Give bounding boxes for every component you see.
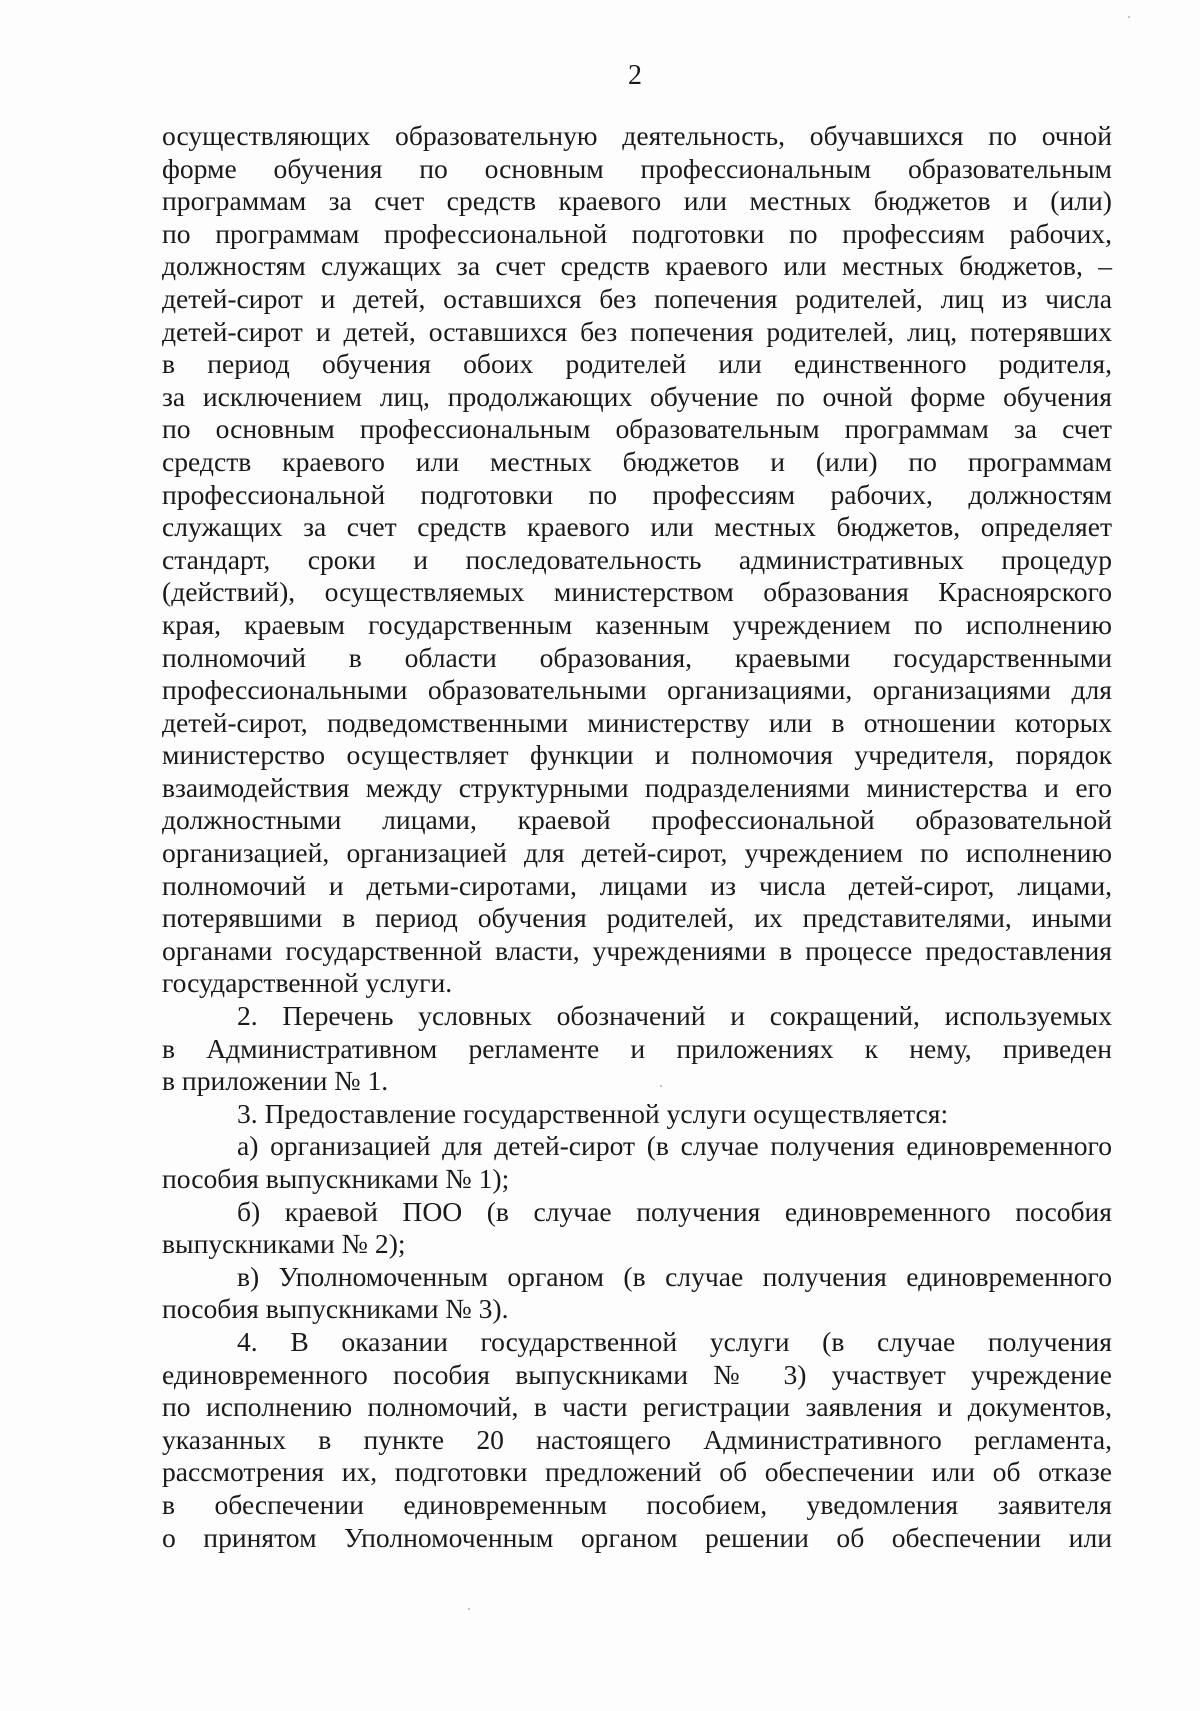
scan-speck bbox=[1128, 16, 1130, 18]
text-line: о принятом Уполномоченным органом решении об обеспечении или bbox=[162, 1521, 1112, 1553]
text-line: единовременного пособия выпускниками № 3) участвует учреждение bbox=[162, 1358, 1112, 1390]
text-line: за исключением лиц, продолжающих обучение по очной форме обучения bbox=[162, 380, 1112, 412]
text-line: пособия выпускниками № 1); bbox=[162, 1163, 510, 1194]
text-line: б) краевой ПОО (в случае получения единовременного пособия bbox=[237, 1195, 1112, 1227]
text-line: профессиональной подготовки по профессиям рабочих, должностям bbox=[162, 478, 1112, 510]
page-number: 2 bbox=[628, 60, 642, 91]
text-line: указанных в пункте 20 настоящего Административного регламента, bbox=[162, 1423, 1112, 1455]
text-line: по основным профессиональным образовательным программам за счет bbox=[162, 413, 1112, 445]
text-line: детей-сирот, подведомственными министерству или в отношении которых bbox=[162, 706, 1112, 738]
text-line: в обеспечении единовременным пособием, уведомления заявителя bbox=[162, 1488, 1112, 1520]
text-line: полномочий в области образования, краевыми государственными bbox=[162, 641, 1112, 673]
text-line: по программам профессиональной подготовки по профессиям рабочих, bbox=[162, 217, 1112, 249]
text-line: форме обучения по основным профессиональным образовательным bbox=[162, 152, 1112, 184]
text-line: организацией, организацией для детей-сирот, учреждением по исполнению bbox=[162, 837, 1112, 869]
text-line: края, краевым государственным казенным учреждением по исполнению bbox=[162, 608, 1112, 640]
text-line: рассмотрения их, подготовки предложений об обеспечении или об отказе bbox=[162, 1456, 1112, 1488]
text-line: взаимодействия между структурными подразделениями министерства и его bbox=[162, 771, 1112, 803]
text-line: стандарт, сроки и последовательность административных процедур bbox=[162, 543, 1112, 575]
text-line: должностям служащих за счет средств краевого или местных бюджетов, – bbox=[162, 250, 1112, 282]
text-line: министерство осуществляет функции и полномочия учредителя, порядок bbox=[162, 739, 1112, 771]
text-line: в Административном регламенте и приложениях к нему, приведен bbox=[162, 1032, 1112, 1064]
text-line: в период обучения обоих родителей или единственного родителя, bbox=[162, 348, 1112, 380]
text-line: а) организацией для детей-сирот (в случае получения единовременного bbox=[237, 1130, 1112, 1162]
text-line: профессиональными образовательными организациями, организациями для bbox=[162, 674, 1112, 706]
text-line: 3. Предоставление государственной услуги осуществляется: bbox=[237, 1097, 949, 1129]
document-body bbox=[162, 120, 1112, 1554]
scan-speck bbox=[660, 1085, 662, 1087]
text-line: программам за счет средств краевого или местных бюджетов и (или) bbox=[162, 185, 1112, 217]
text-line: средств краевого или местных бюджетов и (или) по программам bbox=[162, 445, 1112, 477]
text-line: должностными лицами, краевой профессиональной образовательной bbox=[162, 804, 1112, 836]
text-line: детей-сирот и детей, оставшихся без попечения родителей, лиц из числа bbox=[162, 282, 1112, 314]
text-line: пособия выпускниками № 3). bbox=[162, 1293, 509, 1325]
text-line: полномочий и детьми-сиротами, лицами из числа детей-сирот, лицами, bbox=[162, 869, 1112, 901]
text-line: 4. В оказании государственной услуги (в случае получения bbox=[237, 1325, 1112, 1357]
text-line: потерявшими в период обучения родителей, их представителями, иными bbox=[162, 902, 1112, 934]
text-line: 2. Перечень условных обозначений и сокращений, используемых bbox=[237, 1000, 1112, 1032]
text-line: органами государственной власти, учреждениями в процессе предоставления bbox=[162, 934, 1112, 966]
scan-speck bbox=[468, 1608, 470, 1610]
text-line: в) Уполномоченным органом (в случае получения единовременного bbox=[237, 1260, 1112, 1292]
text-line: выпускниками № 2); bbox=[162, 1228, 406, 1260]
text-line: детей-сирот и детей, оставшихся без попечения родителей, лиц, потерявших bbox=[162, 315, 1112, 347]
text-line: по исполнению полномочий, в части регистрации заявления и документов, bbox=[162, 1391, 1112, 1423]
text-line: в приложении № 1. bbox=[162, 1065, 389, 1097]
text-line: (действий), осуществляемых министерством образования Красноярского bbox=[162, 576, 1112, 608]
text-line: осуществляющих образовательную деятельность, обучавшихся по очной bbox=[162, 120, 1112, 151]
text-line: государственной услуги. bbox=[162, 967, 453, 999]
text-line: служащих за счет средств краевого или местных бюджетов, определяет bbox=[162, 511, 1112, 543]
